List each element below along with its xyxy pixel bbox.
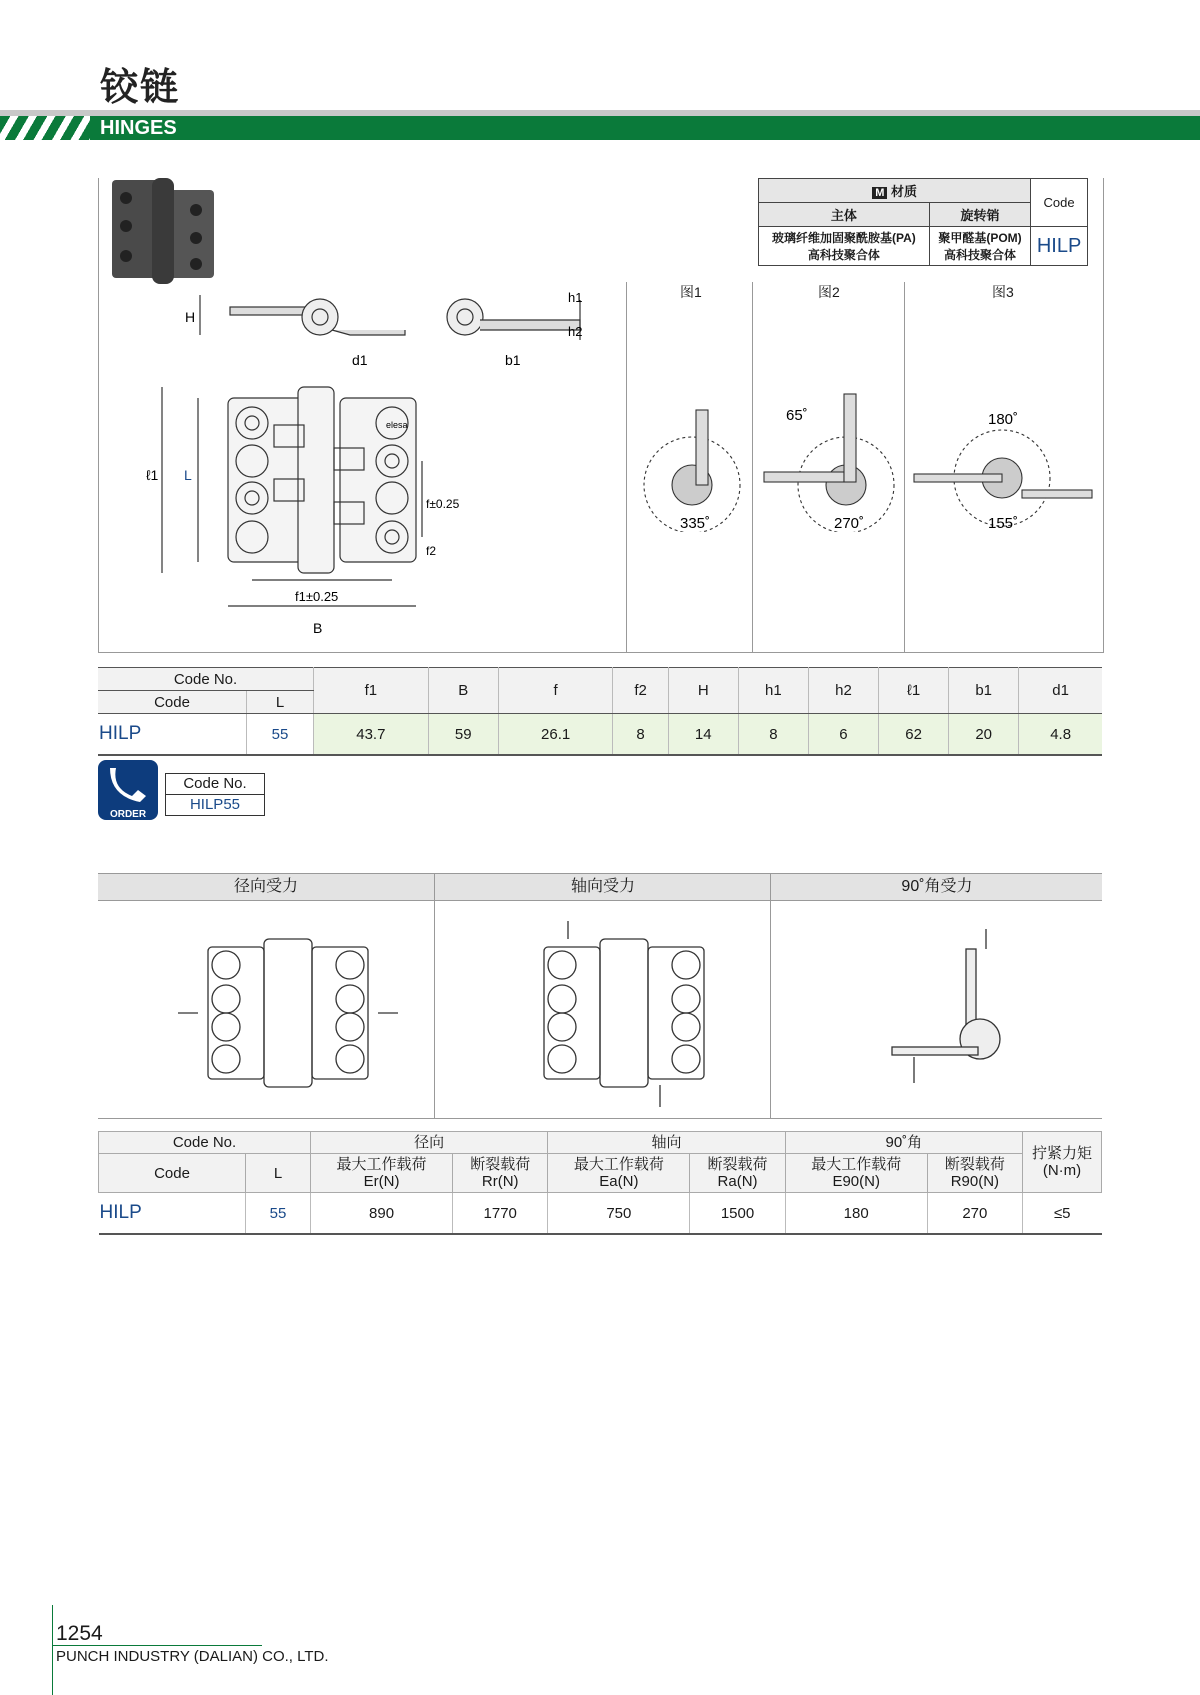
load-torque-header (1023, 1132, 1102, 1193)
fig3-leaf-right (1022, 490, 1092, 498)
page-title-en: HINGES (100, 117, 177, 139)
radial-hinge-drawing (178, 939, 398, 1087)
spec-val-l1: 62 (879, 714, 949, 756)
spec-table (98, 667, 1102, 756)
spec-col-b1: b1 (949, 668, 1019, 714)
fig2-leaf (764, 472, 844, 482)
fig2-leaf-vertical (844, 394, 856, 482)
material-code-value: HILP (1031, 227, 1088, 266)
axial-hinge-drawing (544, 921, 704, 1107)
spec-code-header: Code (98, 691, 247, 714)
fig2-label: 图2 (818, 284, 840, 300)
material-body-value (759, 227, 930, 266)
fig3-leaf (914, 474, 1002, 482)
spec-L-value: 55 (247, 714, 314, 756)
spec-col-f: f (498, 668, 613, 714)
spec-col-l1: ℓ1 (879, 668, 949, 714)
load-sub-rr: 断裂载荷 Rr(N) (453, 1154, 548, 1193)
fig2-angle-b: 270˚ (834, 515, 865, 532)
material-pin-line1: 聚甲醛基(POM) (938, 231, 1022, 245)
load-val-ra: 1500 (690, 1193, 785, 1235)
material-table (758, 178, 1088, 266)
load-diagrams (98, 899, 1102, 1118)
footer-vertical-line (52, 1605, 53, 1695)
spec-col-B: B (428, 668, 498, 714)
spec-L-header: L (247, 691, 314, 714)
dim-l1: ℓ1 (146, 467, 159, 483)
angle90-hinge-drawing (892, 929, 1000, 1083)
side-view-leaf-left (230, 307, 310, 315)
material-pin-line2: 高科技聚合体 (943, 248, 1016, 262)
load-L-header: L (246, 1154, 311, 1193)
angle-figures (626, 282, 1102, 652)
spec-col-h2: h2 (808, 668, 878, 714)
load-panel-divider-2 (770, 899, 771, 1118)
load-group-axial: 轴向 (548, 1132, 785, 1154)
spec-code-no-header: Code No. (98, 668, 314, 691)
technical-drawing (140, 280, 620, 650)
material-pin-value (929, 227, 1030, 266)
angle-drawings (626, 372, 1102, 532)
fig1-angle: 335˚ (680, 515, 711, 532)
fig1-leaf (696, 410, 708, 485)
load-sub-r90: 断裂载荷 R90(N) (927, 1154, 1022, 1193)
spec-val-h2: 6 (808, 714, 878, 756)
page-number: 1254 (56, 1622, 103, 1645)
company-name: PUNCH INDUSTRY (DALIAN) CO., LTD. (56, 1648, 329, 1665)
dim-f: f±0.25 (426, 497, 460, 511)
load-group-radial: 径向 (311, 1132, 548, 1154)
spec-col-d1: d1 (1019, 668, 1102, 714)
load-sub-e90: 最大工作载荷 E90(N) (785, 1154, 927, 1193)
spec-code-value: HILP (98, 714, 247, 756)
load-val-r90: 270 (927, 1193, 1022, 1235)
load-head-radial: 径向受力 (233, 878, 298, 895)
page-title-cn: 铰链 (100, 65, 181, 109)
load-direction-header (98, 873, 1102, 901)
order-icon-label: ORDER (109, 809, 147, 820)
material-body-line1: 玻璃纤维加固聚酰胺基(PA) (772, 231, 916, 245)
side-view2-knuckle (447, 299, 483, 335)
spec-val-d1: 4.8 (1019, 714, 1102, 756)
band-green-bar (90, 116, 1200, 140)
load-code-header: Code (99, 1154, 246, 1193)
dim-H: H (185, 309, 196, 325)
fig3-angle-b: 155˚ (988, 515, 1019, 532)
band-stripes (0, 116, 92, 140)
spec-val-B: 59 (428, 714, 498, 756)
material-header (759, 179, 1031, 203)
material-label: 材质 (890, 184, 917, 199)
load-torque-line2: (N·m) (1042, 1162, 1082, 1179)
load-torque-line1: 拧紧力矩 (1031, 1145, 1092, 1162)
photo-knuckle (152, 178, 174, 284)
product-photo (108, 176, 218, 288)
material-body-label: 主体 (759, 203, 930, 227)
material-badge: M (872, 187, 887, 199)
load-code-no-header: Code No. (99, 1132, 311, 1154)
spec-col-h1: h1 (738, 668, 808, 714)
order-icon (98, 760, 158, 820)
order-box (165, 773, 265, 816)
load-table (98, 1131, 1102, 1235)
section-band (0, 110, 1200, 140)
load-val-e90: 180 (785, 1193, 927, 1235)
dim-h1: h1 (568, 290, 583, 305)
spec-val-f1: 43.7 (314, 714, 429, 756)
phone-icon (98, 760, 158, 804)
dim-f2: f2 (426, 544, 437, 558)
load-sub-er: 最大工作载荷 Er(N) (311, 1154, 453, 1193)
load-group-90: 90˚角 (785, 1132, 1022, 1154)
spec-val-h1: 8 (738, 714, 808, 756)
dim-f1: f1±0.25 (295, 589, 339, 604)
front-view-knuckle (298, 387, 334, 573)
spec-col-f1: f1 (314, 668, 429, 714)
order-example: HILP55 (189, 796, 241, 813)
material-code-label: Code (1031, 179, 1088, 227)
load-sub-ra: 断裂载荷 Ra(N) (690, 1154, 785, 1193)
spec-val-f: 26.1 (498, 714, 613, 756)
load-val-rr: 1770 (453, 1193, 548, 1235)
order-code-no-label: Code No. (166, 774, 264, 795)
spec-col-f2: f2 (613, 668, 668, 714)
material-pin-label: 旋转销 (929, 203, 1030, 227)
table-row (98, 714, 1102, 756)
load-val-er: 890 (311, 1193, 453, 1235)
load-code-value: HILP (99, 1193, 246, 1235)
load-head-axial: 轴向受力 (434, 874, 771, 900)
fig2-angle-a: 65˚ (786, 407, 808, 424)
dim-h2: h2 (568, 324, 583, 339)
load-L-value: 55 (246, 1193, 311, 1235)
dim-d1: d1 (352, 352, 368, 368)
load-head-90: 90˚角受力 (770, 874, 1103, 900)
material-body-line2: 高科技聚合体 (807, 248, 880, 262)
load-sub-ea: 最大工作载荷 Ea(N) (548, 1154, 690, 1193)
load-val-torque: ≤5 (1023, 1193, 1102, 1235)
spec-val-b1: 20 (949, 714, 1019, 756)
spec-val-f2: 8 (613, 714, 668, 756)
fig1-label: 图1 (680, 284, 702, 300)
load-panel-divider-1 (434, 899, 435, 1118)
load-panels (98, 899, 1102, 1119)
dim-B: B (313, 620, 323, 636)
table-row (99, 1193, 1102, 1235)
front-view-leaf-left (228, 398, 304, 562)
dim-b1: b1 (505, 352, 521, 368)
fig3-angle-a: 180˚ (988, 411, 1019, 428)
spec-col-H: H (668, 668, 738, 714)
fig3-label: 图3 (992, 284, 1014, 300)
dim-L: L (184, 467, 192, 483)
spec-val-H: 14 (668, 714, 738, 756)
load-val-ea: 750 (548, 1193, 690, 1235)
logo-text: elesa (386, 420, 408, 430)
